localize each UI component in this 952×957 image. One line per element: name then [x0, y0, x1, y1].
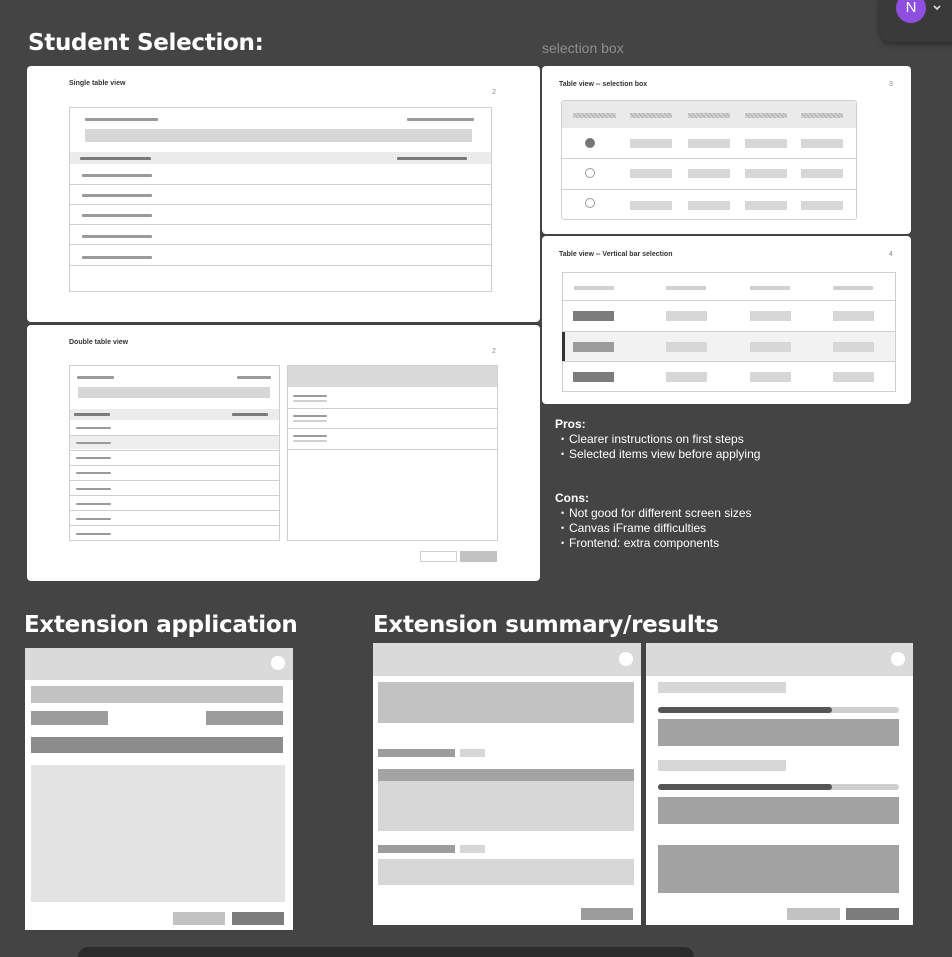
student-selection-heading: Student Selection:: [28, 30, 264, 56]
table-row[interactable]: [82, 235, 152, 238]
card-number: 2: [492, 89, 496, 96]
pros-title: Pros:: [555, 417, 586, 431]
placeholder-bar: [80, 157, 151, 160]
card-number: 4: [889, 251, 893, 258]
progress-fill: [658, 707, 832, 713]
close-icon[interactable]: [619, 652, 633, 666]
vertical-bar-card[interactable]: [542, 236, 911, 404]
card-title: Single table view: [69, 80, 126, 87]
extension-summary-heading: Extension summary/results: [373, 612, 719, 638]
list-item[interactable]: [76, 503, 111, 505]
date-field[interactable]: [31, 711, 108, 725]
cons-section: [555, 491, 752, 551]
row-radio-selected[interactable]: [585, 138, 595, 148]
date-field[interactable]: [206, 711, 283, 725]
right-table-frame: [287, 365, 498, 541]
card-number: 3: [889, 81, 893, 88]
placeholder-bar: [85, 118, 158, 121]
selected-item[interactable]: [293, 435, 327, 437]
apply-button[interactable]: [460, 551, 497, 562]
dropdown[interactable]: [31, 737, 283, 753]
list-item[interactable]: [76, 533, 111, 535]
card-number: 2: [492, 348, 496, 355]
list-item[interactable]: [76, 442, 111, 444]
cancel-button[interactable]: [787, 908, 840, 920]
cancel-button[interactable]: [420, 551, 457, 562]
extension-summary-frame[interactable]: [373, 643, 641, 925]
selected-item[interactable]: [293, 395, 327, 397]
summary-block: [378, 781, 634, 831]
done-button[interactable]: [846, 908, 899, 920]
frame-header: [646, 643, 913, 676]
table-row[interactable]: [82, 214, 152, 217]
list-item[interactable]: [76, 488, 111, 490]
pros-item: • Clearer instructions on first steps: [561, 432, 760, 447]
user-avatar[interactable]: N: [896, 0, 926, 23]
card-title: Table view -- Vertical bar selection: [559, 251, 673, 258]
selection-bar: [562, 332, 565, 361]
close-icon[interactable]: [891, 652, 905, 666]
pros-section: [555, 417, 760, 462]
input-field[interactable]: [31, 686, 283, 703]
table-row[interactable]: [82, 174, 152, 177]
list-item[interactable]: [76, 457, 111, 459]
placeholder-bar: [397, 157, 467, 160]
summary-block: [378, 859, 634, 885]
table-row[interactable]: [82, 256, 152, 259]
submit-button[interactable]: [232, 912, 284, 925]
cons-title: Cons:: [555, 491, 589, 505]
chevron-down-icon[interactable]: [932, 4, 942, 15]
frame-header: [373, 643, 641, 676]
card-title: Double table view: [69, 339, 129, 346]
list-item[interactable]: [76, 472, 111, 474]
user-menu[interactable]: [880, 0, 952, 42]
selection-box-label: selection box: [542, 40, 624, 56]
table-row[interactable]: [82, 194, 152, 197]
close-icon[interactable]: [271, 656, 285, 670]
summary-block: [378, 682, 634, 723]
pros-item: • Selected items view before applying: [561, 447, 760, 462]
search-input[interactable]: [78, 387, 270, 398]
extension-application-heading: Extension application: [24, 612, 298, 638]
progress-fill: [658, 784, 832, 790]
right-table-header: [288, 366, 497, 387]
text-area[interactable]: [31, 765, 285, 902]
single-table-card[interactable]: [27, 66, 540, 322]
selection-box-card[interactable]: [542, 66, 911, 234]
close-button[interactable]: [581, 908, 633, 920]
frame-header: [25, 648, 293, 680]
double-table-card[interactable]: [27, 325, 540, 581]
selected-item[interactable]: [293, 415, 327, 417]
search-input[interactable]: [85, 129, 472, 142]
card-title: Table view -- selection box: [559, 81, 648, 88]
cancel-button[interactable]: [173, 912, 225, 925]
bottom-toolbar[interactable]: [78, 947, 694, 957]
row-radio[interactable]: [585, 168, 595, 178]
list-item[interactable]: [76, 427, 111, 429]
placeholder-bar: [407, 118, 474, 121]
extension-results-frame[interactable]: [646, 643, 913, 925]
list-item[interactable]: [76, 518, 111, 520]
extension-application-frame[interactable]: [25, 648, 293, 930]
cons-item: • Frontend: extra components: [561, 536, 752, 551]
row-radio[interactable]: [585, 198, 595, 208]
cons-item: • Canvas iFrame difficulties: [561, 521, 752, 536]
cons-item: • Not good for different screen sizes: [561, 506, 752, 521]
